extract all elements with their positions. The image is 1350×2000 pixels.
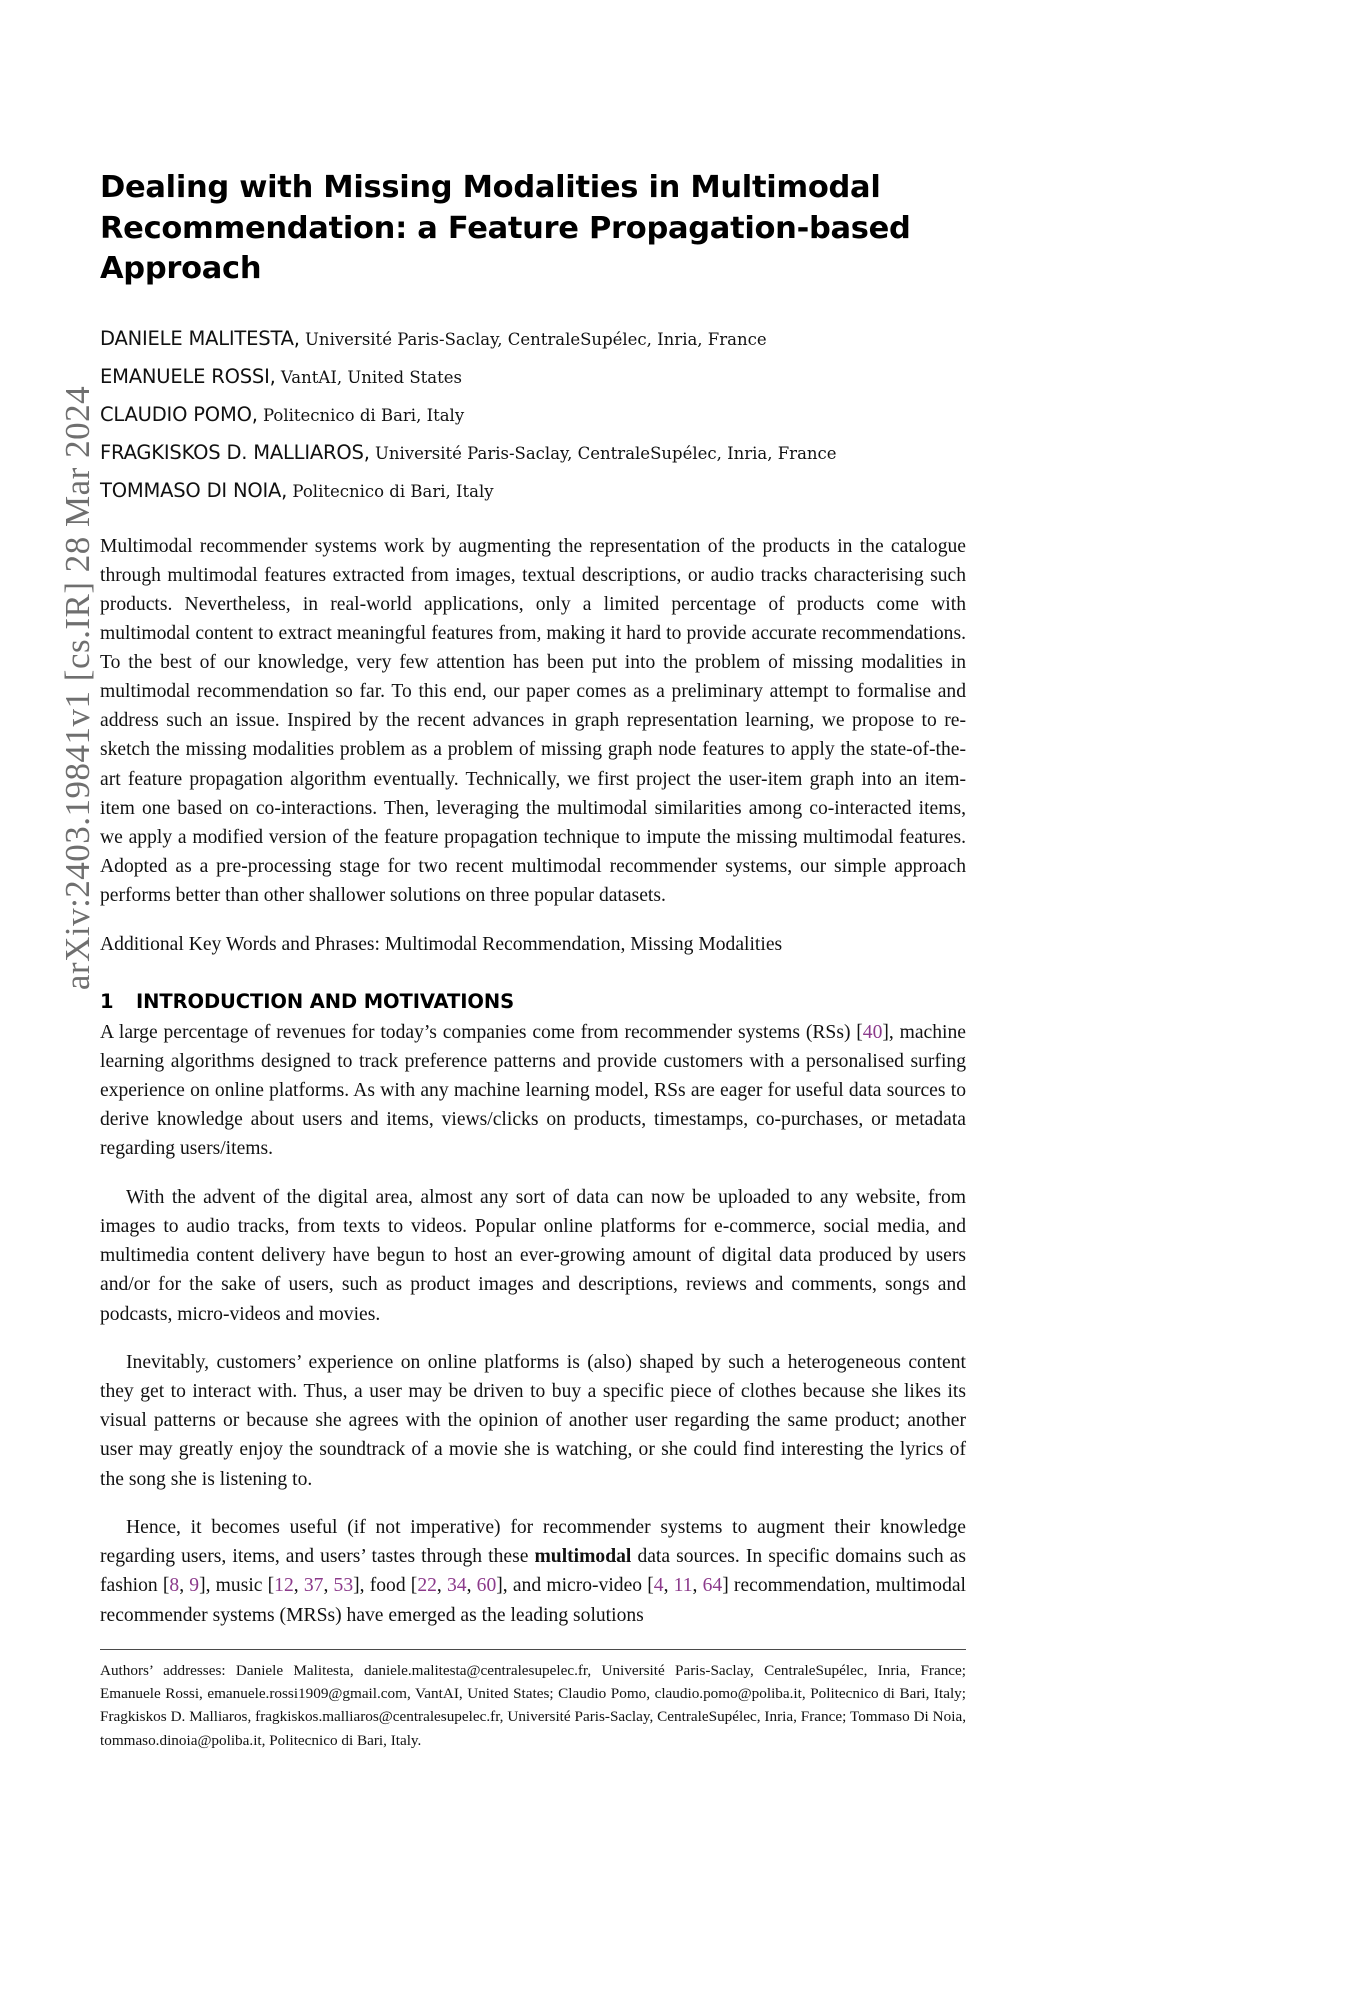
author-affiliation: Université Paris-Saclay, CentraleSupélec, Inria, France: [374, 443, 837, 463]
arxiv-identifier-stamp: arXiv:2403.19841v1 [cs.IR] 28 Mar 2024: [58, 385, 97, 991]
author-name: CLAUDIO POMO,: [100, 402, 258, 426]
citation-link[interactable]: 60: [476, 1575, 497, 1597]
paragraph-text: ], music [: [199, 1575, 275, 1597]
paragraph-text: ,: [663, 1575, 674, 1597]
paragraph-text: ,: [436, 1575, 447, 1597]
emphasis-multimodal: multimodal: [534, 1546, 632, 1568]
content-column: [100, 0, 966, 1767]
paragraph-intro-2: With the advent of the digital area, almost any sort of data can now be uploaded to any website, from images to audio tracks, from texts to videos. Popular online platforms for e-commerce, social media, and multimedia content delivery have begun to host an ever-growing amount of digital data produced by users and/or for the sake of users, such as product images and descriptions, reviews and comments, songs and podcasts, micro-videos and movies.: [100, 1187, 966, 1325]
paragraph-text: A large percentage of revenues for today’s companies come from recommender systems (RSs) [: [100, 1022, 863, 1044]
citation-link[interactable]: 12: [274, 1575, 294, 1597]
paragraph-intro-1: [100, 1018, 966, 1163]
author-name: TOMMASO DI NOIA,: [100, 478, 288, 502]
paragraph-text: ,: [692, 1575, 703, 1597]
paragraph-text: data sources. In specific domains such as fashion [: [100, 1546, 966, 1597]
author-list: [100, 320, 966, 510]
author-entry: [100, 434, 966, 472]
author-name: FRAGKISKOS D. MALLIAROS,: [100, 440, 370, 464]
author-name: EMANUELE ROSSI,: [100, 364, 276, 388]
paragraph-text: ,: [323, 1575, 334, 1597]
paragraph-text: ], machine learning algorithms designed to track preference patterns and provide customers with a personalised surfing experience on online platforms. As with any machine learning model, RSs are eager for useful data sources to derive knowledge about users and items, views/clicks on products, timestamps, co-purchases, or metadata regarding users/items.: [100, 1022, 966, 1160]
section-number: 1: [100, 990, 114, 1014]
page-title: Dealing with Missing Modalities in Multimodal Recommendation: a Feature Propagation-based Approach: [100, 170, 911, 287]
citation-link[interactable]: 9: [189, 1575, 200, 1597]
paragraph-text: ], and micro-video [: [496, 1575, 654, 1597]
paragraph-text: ] recommendation, multimodal recommender systems (MRSs) have emerged as the leading solutions: [100, 1575, 967, 1626]
paragraph-intro-4: [100, 1513, 966, 1629]
author-affiliation: VantAI, United States: [280, 367, 462, 387]
authors-addresses-footnote: Authors’ addresses: Daniele Malitesta, daniele.malitesta@centralesupelec.fr, Université Paris-Saclay, CentraleSupélec, Inria, France; Emanuele Rossi, emanuele.rossi1909@gmail.com, VantAI, United States; Claudio Pomo, claudio.pomo@poliba.it, Politecnico di Bari, Italy; Fragkiskos D. Malliaros, fragkiskos.malliaros@centralesupelec.fr, Université Paris-Saclay, CentraleSupélec, Inria, France; Tommaso Di Noia, tommaso.dinoia@poliba.it, Politecnico di Bari, Italy.: [100, 1662, 966, 1749]
citation-link[interactable]: 22: [417, 1575, 437, 1597]
citation-link[interactable]: 53: [333, 1575, 354, 1597]
citation-link[interactable]: 37: [303, 1575, 324, 1597]
author-name: DANIELE MALITESTA,: [100, 326, 300, 350]
citation-link[interactable]: 64: [702, 1575, 723, 1597]
paragraph-intro-3: Inevitably, customers’ experience on online platforms is (also) shaped by such a heterogeneous content they get to interact with. Thus, a user may be driven to buy a specific piece of clothes because she likes its visual patterns or because she agrees with the opinion of another user regarding the same product; another user may greatly enjoy the soundtrack of a movie she is watching, or she could find interesting the lyrics of the song she is listening to.: [100, 1352, 966, 1490]
citation-link[interactable]: 34: [447, 1575, 467, 1597]
section-heading-introduction: [100, 990, 966, 1013]
author-affiliation: Politecnico di Bari, Italy: [262, 405, 465, 425]
author-affiliation: Université Paris-Saclay, CentraleSupélec, Inria, France: [305, 329, 767, 349]
paragraph-text: ,: [179, 1575, 190, 1597]
citation-link[interactable]: 40: [862, 1022, 883, 1044]
citation-link[interactable]: 4: [653, 1575, 664, 1597]
citation-link[interactable]: 11: [673, 1575, 693, 1597]
author-entry: [100, 396, 966, 434]
author-entry: [100, 320, 966, 358]
keywords-line: Additional Key Words and Phrases: Multimodal Recommendation, Missing Modalities: [100, 933, 783, 955]
paragraph-text: ,: [466, 1575, 477, 1597]
section-title: INTRODUCTION AND MOTIVATIONS: [136, 990, 515, 1014]
citation-link[interactable]: 8: [169, 1575, 180, 1597]
author-entry: [100, 358, 966, 396]
abstract-text: Multimodal recommender systems work by augmenting the representation of the products in the catalogue through multimodal features extracted from images, textual descriptions, or audio tracks characterising such products. Nevertheless, in real-world applications, only a limited percentage of products come with multimodal content to extract meaningful features from, making it hard to provide accurate recommendations. To the best of our knowledge, very few attention has been put into the problem of missing modalities in multimodal recommendation so far. To this end, our paper comes as a preliminary attempt to formalise and address such an issue. Inspired by the recent advances in graph representation learning, we propose to re-sketch the missing modalities problem as a problem of missing graph node features to apply the state-of-the-art feature propagation algorithm eventually. Technically, we first project the user-item graph into an item-item one based on co-interactions. Then, leveraging the multimodal similarities among co-interacted items, we apply a modified version of the feature propagation technique to impute the missing multimodal features. Adopted as a pre-processing stage for two recent multimodal recommender systems, our simple approach performs better than other shallower solutions on three popular datasets.: [100, 535, 966, 906]
paragraph-text: ,: [293, 1575, 304, 1597]
footnote-divider: [100, 1649, 966, 1650]
paragraph-text: ], food [: [353, 1575, 418, 1597]
author-affiliation: Politecnico di Bari, Italy: [292, 481, 494, 501]
author-entry: [100, 472, 966, 510]
paragraph-text: Hence, it becomes useful (if not imperative) for recommender systems to augment their knowledge regarding users, items, and users’ tastes through these: [100, 1517, 966, 1568]
